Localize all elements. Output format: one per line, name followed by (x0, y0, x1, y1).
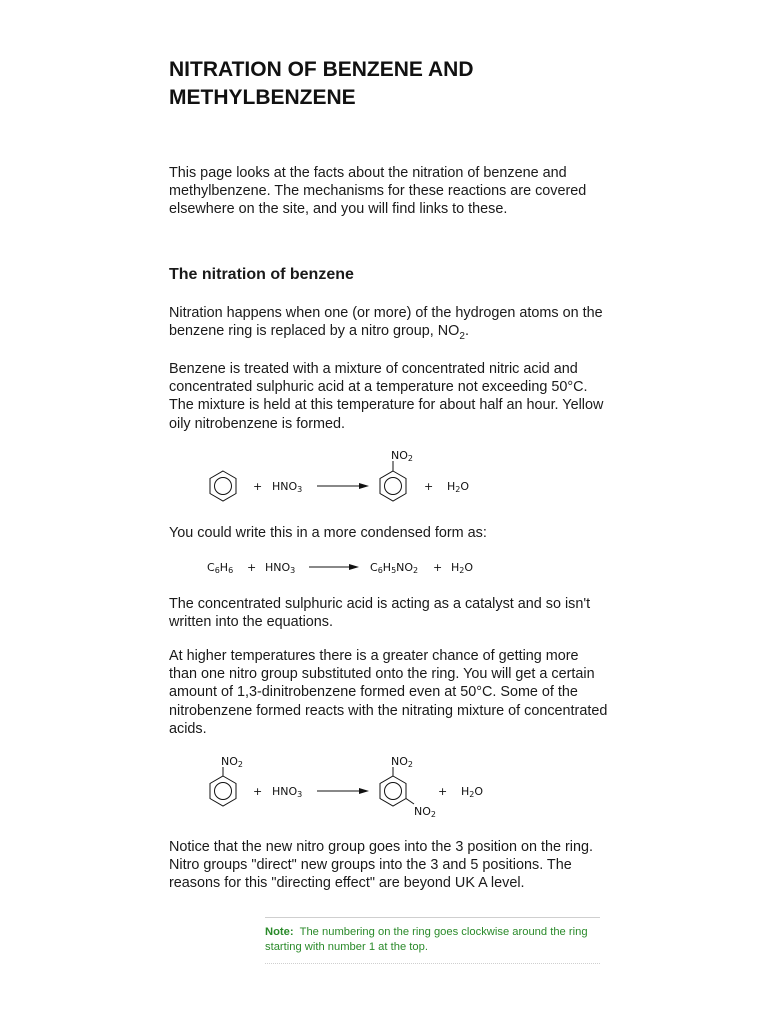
nitro-substituent: NO2 (391, 449, 413, 463)
nitro-substituent: NO2 (221, 755, 243, 769)
notice-paragraph: Notice that the new nitro group goes into the 3 position on the ring. Nitro groups "direct" new groups into the 3 and 5 positions. The reasons for this "directing effect" are beyond UK A level. (169, 839, 593, 892)
catalyst-paragraph: The concentrated sulphuric acid is acting as a catalyst and so isn't written into the equations. (169, 596, 591, 631)
note-text: The numbering on the ring goes clockwise around the ring starting with number 1 at the top. (265, 926, 588, 953)
note-box (265, 917, 600, 964)
dinitration-equation (195, 752, 505, 822)
note-label: Note: (265, 926, 294, 938)
nitrobenzene-ring (210, 767, 236, 806)
nitro-substituent-1: NO2 (391, 755, 413, 769)
reaction-arrow (317, 788, 369, 794)
nitration-paragraph (169, 304, 609, 343)
reagent-label: HNO3 (272, 785, 303, 799)
plus-sign: + (247, 561, 257, 574)
water-formula: H2O (451, 561, 474, 575)
condensed-equation (195, 556, 495, 578)
nitration-equation (195, 445, 495, 505)
nitro-substituent-3: NO2 (414, 805, 436, 819)
nitration-text: Nitration happens when one (or more) of the hydrogen atoms on the benzene ring is replaced by a nitro group, NO (169, 305, 603, 340)
nitrobenzene-ring (380, 461, 406, 501)
water-label: H2O (461, 785, 484, 799)
plus-sign-2: + (433, 561, 443, 574)
intro-paragraph: This page looks at the facts about the nitration of benzene and methylbenzene. The mechanisms for these reactions are covered elsewhere on the site, and you will find links to these. (169, 165, 587, 218)
section-heading: The nitration of benzene (169, 266, 354, 283)
dinitrobenzene-ring (380, 767, 414, 806)
benzene-formula: C6H6 (207, 561, 234, 575)
plus-sign-2: + (424, 480, 434, 493)
nitration-end: . (464, 323, 469, 340)
benzene-ring (210, 471, 236, 501)
higher-temperature-paragraph: At higher temperatures there is a greater chance of getting more than one nitro group substituted onto the ring. You will get a certain amount of 1,3-dinitrobenzene formed even at 50°C. Some of the nitrobenzene formed reacts with the nitrating mixture of concentrated acids. (169, 648, 608, 737)
nitrobenzene-formula: C6H5NO2 (370, 561, 419, 575)
nitration-subscript: 2 (459, 331, 465, 343)
water-label: H2O (447, 480, 470, 494)
reaction-arrow (309, 564, 359, 570)
nitric-acid-formula: HNO3 (265, 561, 296, 575)
reagent-label: HNO3 (272, 480, 303, 494)
plus-sign: + (253, 785, 263, 798)
plus-sign-2: + (438, 785, 448, 798)
plus-sign: + (253, 480, 263, 493)
reaction-arrow (317, 483, 369, 489)
benzene-paragraph: Benzene is treated with a mixture of concentrated nitric acid and concentrated sulphuric acid at a temperature not exceeding 50°C. The mixture is held at this temperature for about half an hour. Yellow oily nitrobenzene is formed. (169, 361, 604, 432)
condensed-paragraph: You could write this in a more condensed form as: (169, 525, 487, 541)
page-title: NITRATION OF BENZENE AND METHYLBENZENE (169, 58, 474, 109)
